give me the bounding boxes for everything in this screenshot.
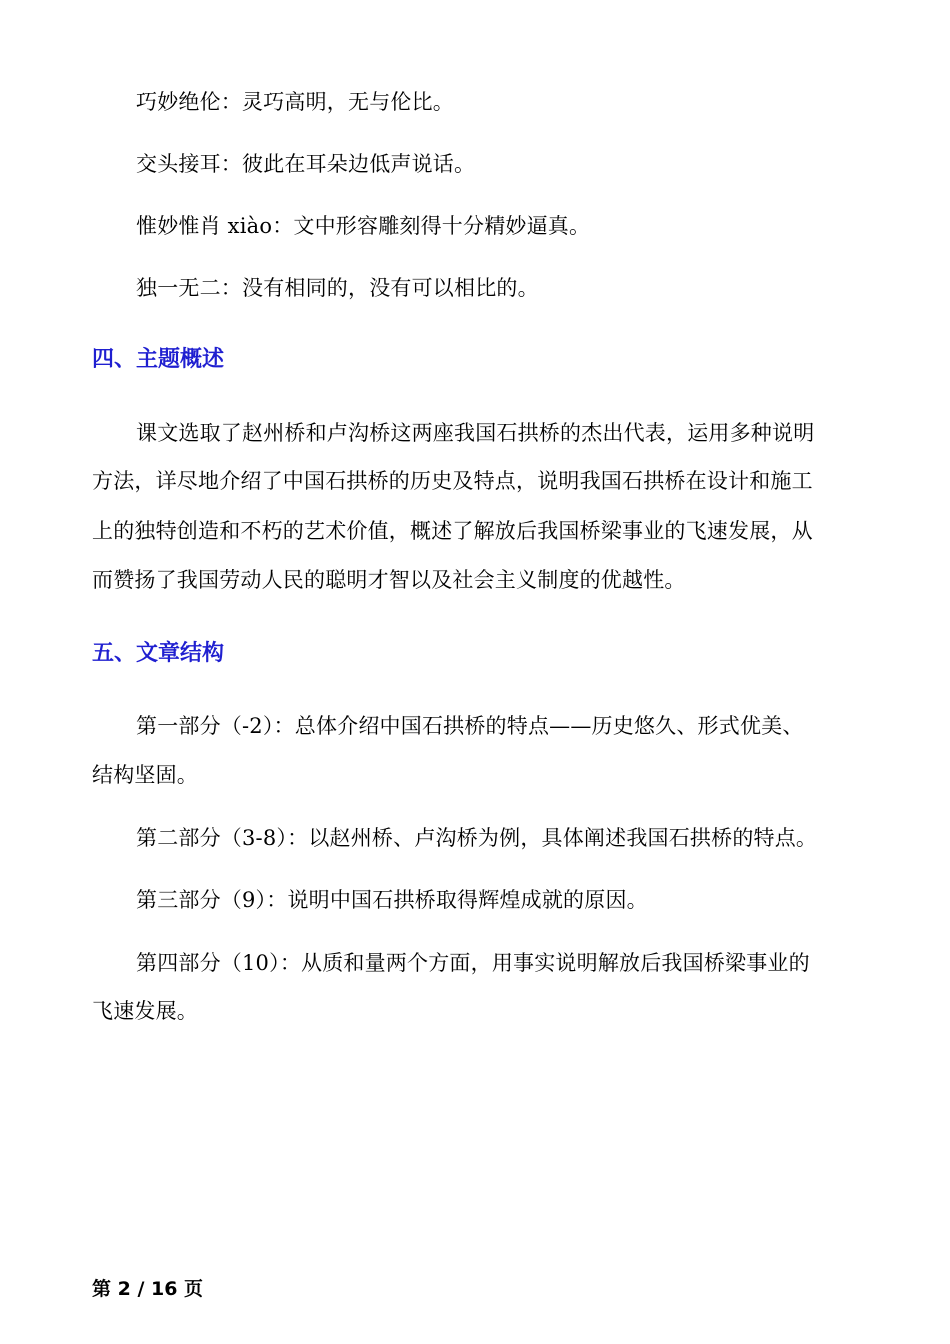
theme-paragraph-line-1: 课文选取了赵州桥和卢沟桥这两座我国石拱桥的杰出代表，运用多种说明 bbox=[136, 421, 815, 445]
vocab-item-qiaomiaojuelun: 巧妙绝伦：灵巧高明，无与伦比。 bbox=[136, 90, 454, 114]
theme-paragraph-line-4: 而赞扬了我国劳动人民的聪明才智以及社会主义制度的优越性。 bbox=[92, 568, 686, 592]
vocab-item-jiaotoujieer: 交头接耳：彼此在耳朵边低声说话。 bbox=[136, 152, 476, 176]
structure-part1-line-1: 第一部分（-2）：总体介绍中国石拱桥的特点——历史悠久、形式优美、 bbox=[136, 714, 804, 738]
structure-part3: 第三部分（9）：说明中国石拱桥取得辉煌成就的原因。 bbox=[136, 888, 648, 912]
structure-part2: 第二部分（3-8）：以赵州桥、卢沟桥为例，具体阐述我国石拱桥的特点。 bbox=[136, 826, 818, 850]
section-heading-structure: 五、文章结构 bbox=[92, 641, 225, 666]
vocab-item-duyiwuer: 独一无二：没有相同的，没有可以相比的。 bbox=[136, 276, 539, 300]
page-number: 第 2 / 16 页 bbox=[92, 1278, 204, 1300]
structure-part1-line-2: 结构坚固。 bbox=[92, 763, 198, 787]
vocab-item-weimiaoweixiao: 惟妙惟肖 xiào：文中形容雕刻得十分精妙逼真。 bbox=[136, 214, 591, 238]
structure-part4-line-2: 飞速发展。 bbox=[92, 999, 198, 1023]
section-heading-theme: 四、主题概述 bbox=[92, 347, 225, 372]
theme-paragraph-line-3: 上的独特创造和不朽的艺术价值，概述了解放后我国桥梁事业的飞速发展，从 bbox=[92, 519, 813, 543]
theme-paragraph-line-2: 方法，详尽地介绍了中国石拱桥的历史及特点，说明我国石拱桥在设计和施工 bbox=[92, 469, 813, 493]
structure-part4-line-1: 第四部分（10）：从质和量两个方面，用事实说明解放后我国桥梁事业的 bbox=[136, 951, 810, 975]
